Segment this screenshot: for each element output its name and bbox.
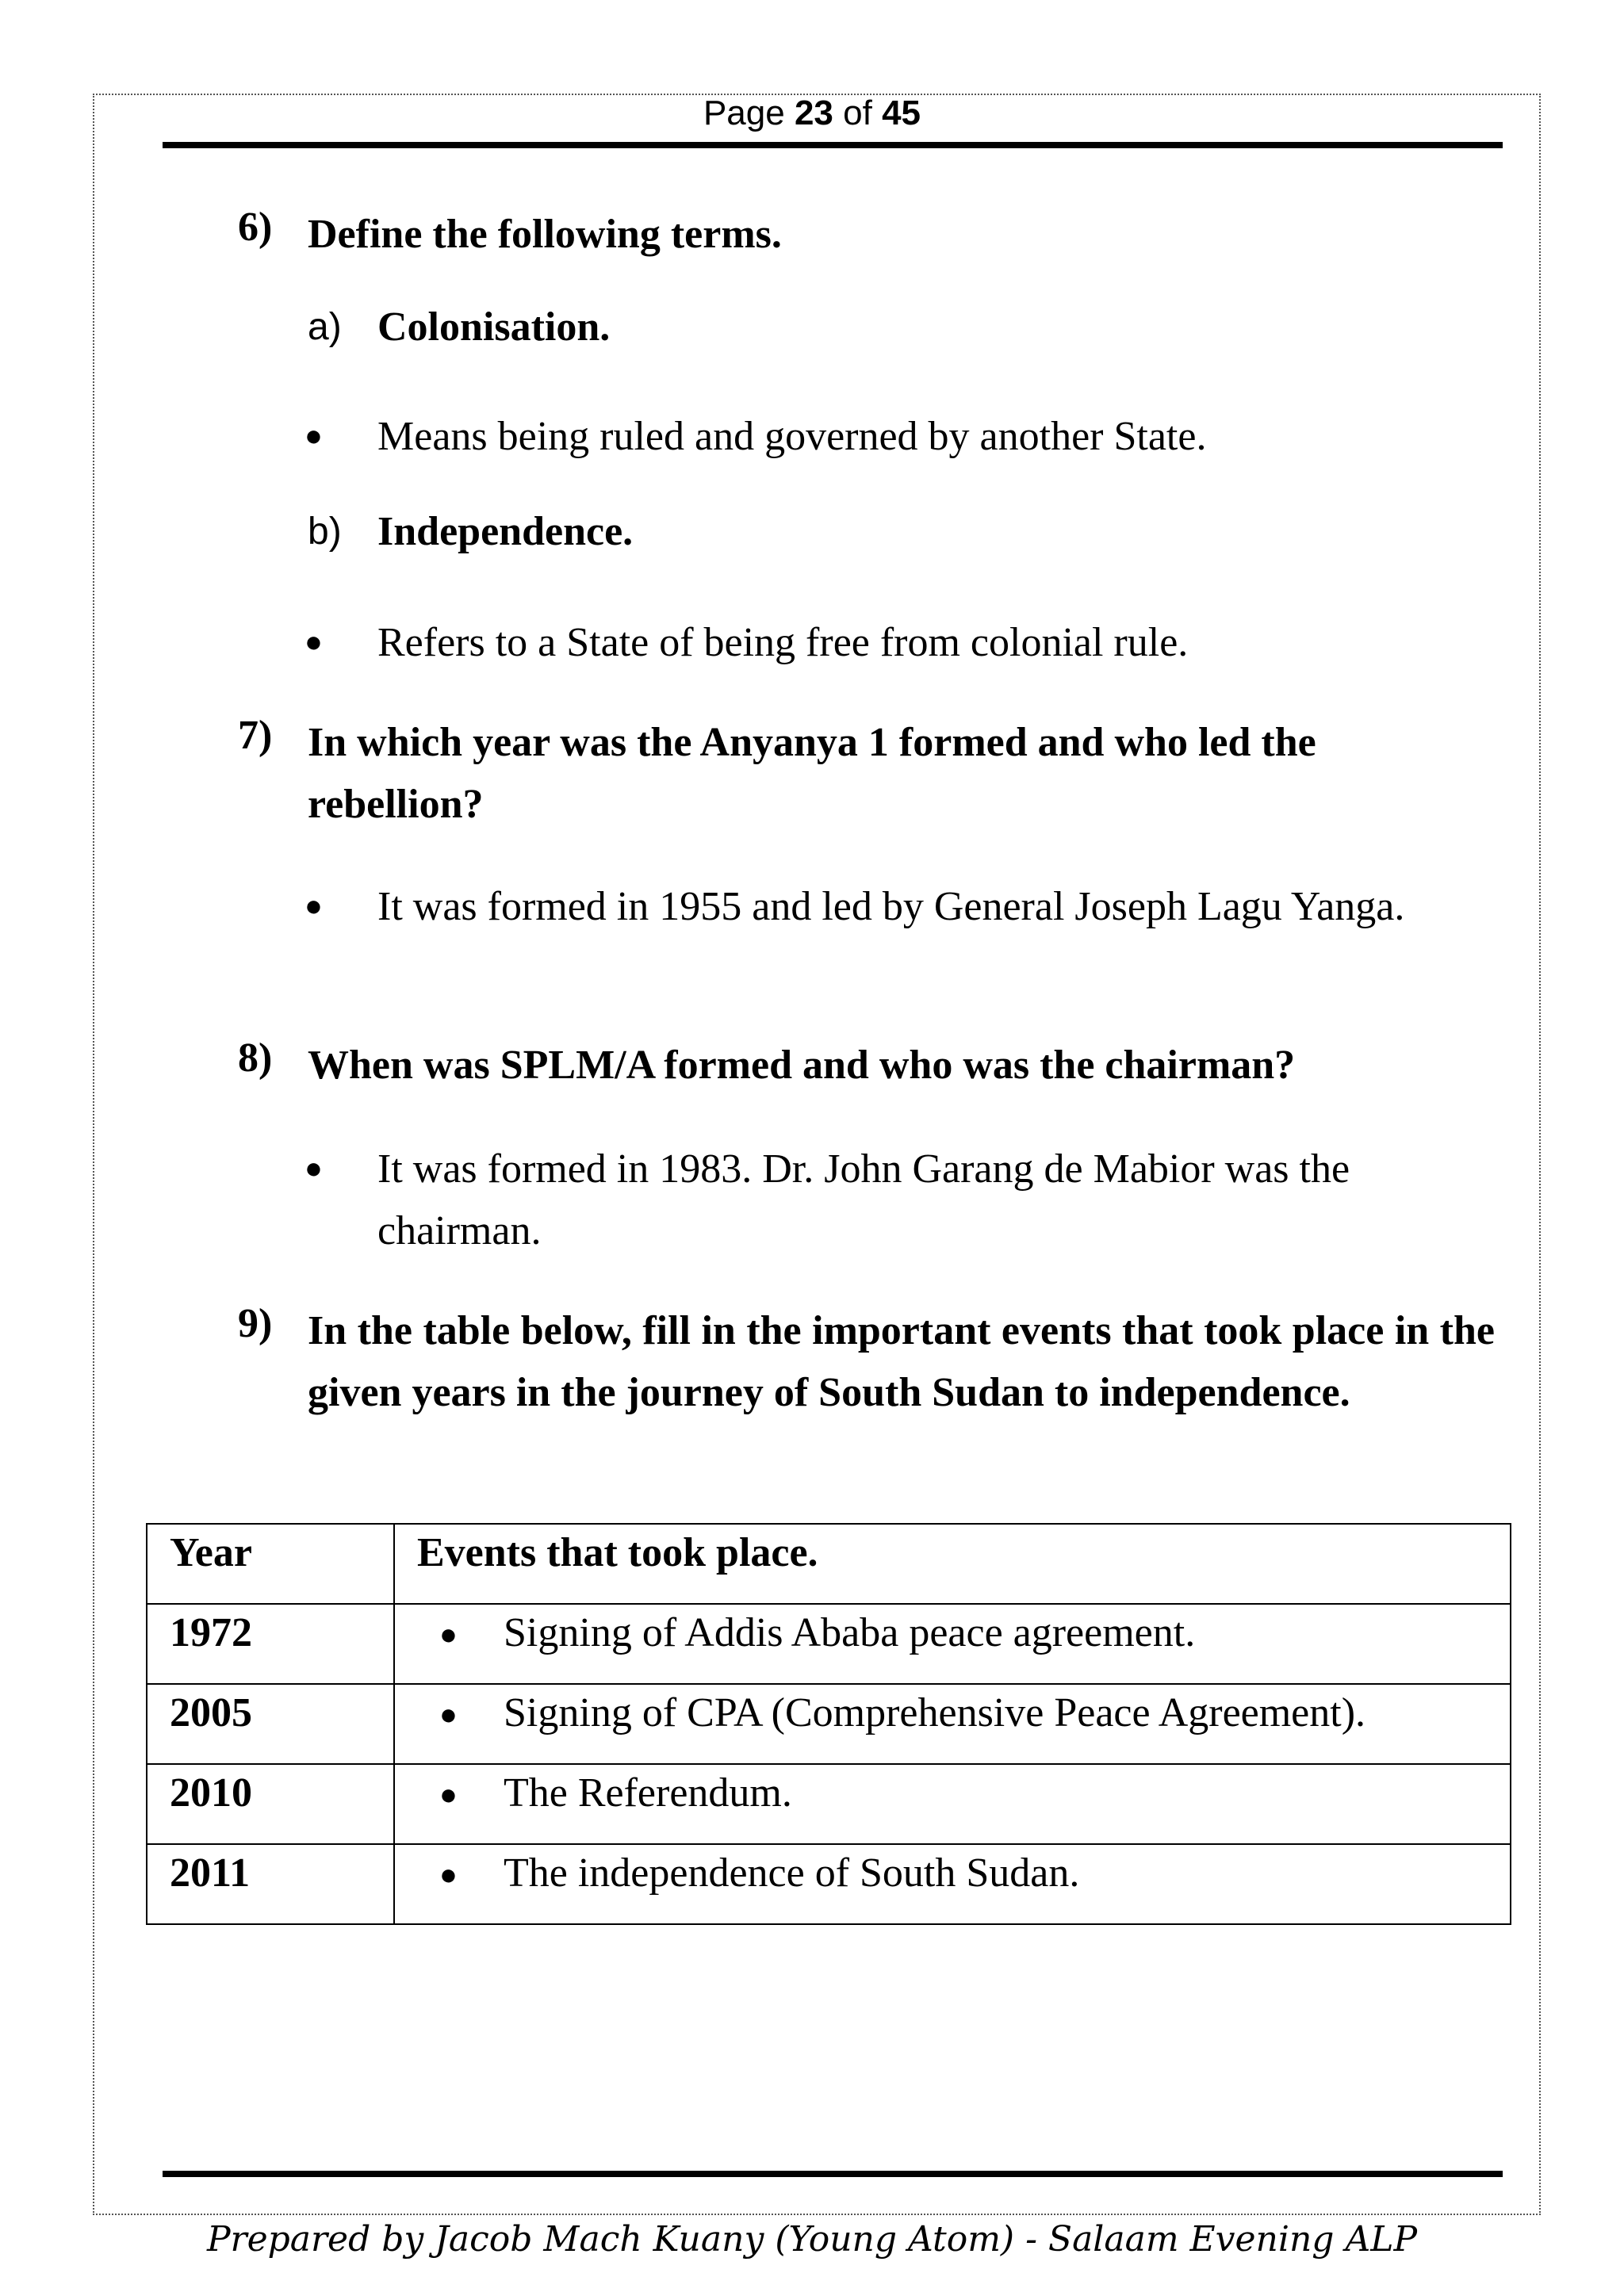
bullet-icon: ● <box>439 1858 458 1892</box>
question-6-text: Define the following terms. <box>308 212 782 257</box>
year-cell: 2010 <box>147 1764 394 1844</box>
event-cell: ● Signing of Addis Ababa peace agreement. <box>394 1604 1511 1684</box>
table-row <box>147 1684 1511 1764</box>
bullet-icon: ● <box>304 890 323 923</box>
term-independence: Independence. <box>377 509 634 554</box>
event-cell: ● The Referendum. <box>394 1764 1511 1844</box>
table-header-row <box>147 1524 1511 1604</box>
table-row <box>147 1844 1511 1924</box>
event-cell: ● Signing of CPA (Comprehensive Peace Agreement). <box>394 1684 1511 1764</box>
footer-rule <box>163 2171 1503 2177</box>
question-7-text: In which year was the Anyanya 1 formed and who led the rebellion? <box>308 720 1316 827</box>
answer-colonisation: Means being ruled and governed by another State. <box>377 414 1207 459</box>
bullet-icon: ● <box>304 1152 323 1185</box>
sub-a-letter: a) <box>308 306 342 348</box>
year-cell: 1972 <box>147 1604 394 1684</box>
page-label: Page <box>703 94 785 132</box>
question-9-text: In the table below, fill in the important events that took place in the given years in the journey of South Sudan to independence. <box>308 1308 1495 1415</box>
page-of-label: of <box>843 94 872 132</box>
year-cell: 2005 <box>147 1684 394 1764</box>
year-cell: 2011 <box>147 1844 394 1924</box>
sub-b-letter: b) <box>308 511 342 553</box>
current-page: 23 <box>794 94 833 132</box>
answer-independence: Refers to a State of being free from colonial rule. <box>377 620 1189 665</box>
question-9-number: 9) <box>238 1301 273 1346</box>
question-7-number: 7) <box>238 713 273 758</box>
page-footer: Prepared by Jacob Mach Kuany (Young Atom) - Salaam Evening ALP <box>206 2219 1418 2260</box>
header-rule <box>163 142 1503 148</box>
header-year: Year <box>147 1524 394 1604</box>
term-colonisation: Colonisation. <box>377 304 611 350</box>
total-pages: 45 <box>882 94 921 132</box>
question-8-number: 8) <box>238 1035 273 1081</box>
bullet-icon: ● <box>439 1698 458 1732</box>
table-row <box>147 1604 1511 1684</box>
bullet-icon: ● <box>439 1778 458 1812</box>
bullet-icon: ● <box>304 626 323 659</box>
bullet-icon: ● <box>439 1618 458 1651</box>
answer-q7: It was formed in 1955 and led by General Joseph Lagu Yanga. <box>377 884 1405 929</box>
answer-q8: It was formed in 1983. Dr. John Garang de Mabior was the chairman. <box>377 1146 1350 1253</box>
events-table <box>146 1523 1511 1925</box>
bullet-icon: ● <box>304 419 323 453</box>
event-cell: ● The independence of South Sudan. <box>394 1844 1511 1924</box>
question-8-text: When was SPLM/A formed and who was the chairman? <box>308 1043 1296 1088</box>
header-events: Events that took place. <box>394 1524 1511 1604</box>
table-row <box>147 1764 1511 1844</box>
question-6-number: 6) <box>238 205 273 250</box>
page-number-header <box>0 94 1624 133</box>
